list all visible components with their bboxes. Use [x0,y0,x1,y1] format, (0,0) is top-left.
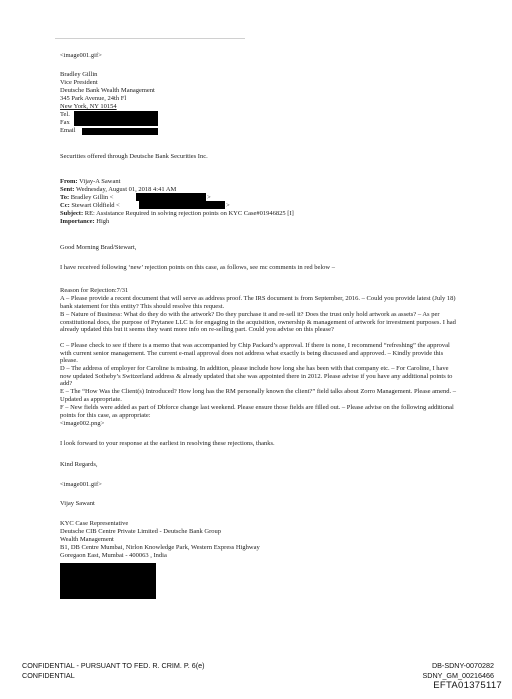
tel-label: Tel. [60,111,70,118]
subject-value: RE: Assistance Required in solving rejection points on KYC Case#01946825 [I] [84,210,294,217]
bates-number-1: DB-SDNY-0070282 [431,661,494,670]
closing-paragraph: I look forward to your response at the earliest in resolving these rejections, thanks. [60,440,275,447]
top-divider [55,38,245,39]
image-placeholder-bottom: <image001.gif> [60,481,102,488]
sender-department: Deutsche Bank Wealth Management [60,87,155,94]
redaction-block [60,563,156,599]
signer-role: KYC Case Representative [60,520,129,527]
image-placeholder-body: <image002.png> [60,420,105,427]
from-line [60,178,120,186]
from-value: Vijay-A Sawant [79,178,121,185]
sent-value: Wednesday, August 01, 2018 4:41 AM [75,186,177,193]
greeting: Good Morning Brad/Stewart, [60,244,137,251]
subject-label: Subject: [60,210,84,217]
sender-address-line1: 345 Park Avenue, 24th Fl [60,95,127,102]
rejection-point-d: D – The address of employer for Caroline is missing. In addition, please include how long she has been with that company etc. – For Caroline, I have now updated Sotheby’s Switzerland address & already updated that she was appointed there in 2012. Please advise if you have any additional points to add? [60,365,453,388]
image-placeholder-top: <image001.gif> [60,52,102,59]
rejection-reason-heading: Reason for Rejection:7/31 [60,287,129,294]
signer-address-line1: B1, DB Centre Mumbai, Nirlon Knowledge Park, Western Express Highway [60,544,260,551]
regards: Kind Regards, [60,461,98,468]
redaction-block [82,128,158,135]
fax-label: Fax [60,119,70,126]
intro-paragraph: I have received following ‘new’ rejection points on this case, as follows, see mc comments in red below – [60,264,335,271]
sent-label: Sent: [60,186,75,193]
confidential-label: CONFIDENTIAL [22,671,75,680]
efta-number: EFTA01375117 [433,680,502,691]
sender-name: Bradley Gillin [60,71,98,78]
redaction-block [136,193,206,201]
sender-address-line2: New York, NY 10154 [60,103,117,110]
redaction-block [74,111,158,126]
to-line [60,194,113,202]
signer-company: Deutsche CIB Centre Private Limited - Deutsche Bank Group [60,528,222,535]
cc-end: > [226,202,230,209]
subject-line [60,210,294,218]
confidential-notice: CONFIDENTIAL - PURSUANT TO FED. R. CRIM. P. 6(e) [22,661,205,670]
cc-value: Stewart Oldfield < [71,202,120,209]
rejection-point-a: A – Please provide a recent document that will serve as address proof. The IRS document is from September, 2016. – Could you provide latest (July 18) bank statement for this entity? This should resolve this request. [60,295,456,310]
cc-line [60,202,120,210]
signer-name: Vijay Sawant [60,500,95,507]
from-label: From: [60,178,78,185]
sender-title: Vice President [60,79,98,86]
securities-notice: Securities offered through Deutsche Bank Securities Inc. [60,153,208,160]
email-label: Email [60,127,76,134]
signer-division: Wealth Management [60,536,114,543]
rejection-point-c: C – Please check to see if there is a memo that was accompanied by Chip Packard’s approval. If there is none, I recommend “refreshing” the approval with current senior management. The current e-mail approval does not address what exactly is being discussed and approved. – Kindly provide this please. [60,342,450,365]
rejection-point-f: F – New fields were added as part of Dbforce change last weekend. Please ensure those fields are filled out. – Please advise on the following additional points for this case, as appropriate: [60,404,454,419]
importance-label: Importance: [60,218,95,225]
redaction-block [139,201,225,209]
signer-address-line2: Goregaon East, Mumbai - 400063 , India [60,552,167,559]
cc-label: Cc: [60,202,70,209]
bates-number-2: SDNY_GM_00216466 [422,671,494,680]
to-end: > [207,194,211,201]
to-value: Bradley Gillin < [70,194,114,201]
importance-line [60,218,109,226]
to-label: To: [60,194,70,201]
rejection-point-b: B – Nature of Business: What do they do with the artwork? Do they purchase it and re-sell it? Does the trust only hold artwork as assets? – As per constitutional docs, the purpose of Prytanee LLC is for engaging in the acquisition, ownership & management of artwork for investment purposes. I had already updated this but it seems they want more info on re-selling part. Could you advise on this please? [60,311,456,334]
importance-value: High [96,218,110,225]
rejection-point-e: E – The “How Was the Client(s) Introduced? How long has the RM personally known the client?” field talks about Zorro Management. Please amend. – Updated as appropriate. [60,388,456,403]
